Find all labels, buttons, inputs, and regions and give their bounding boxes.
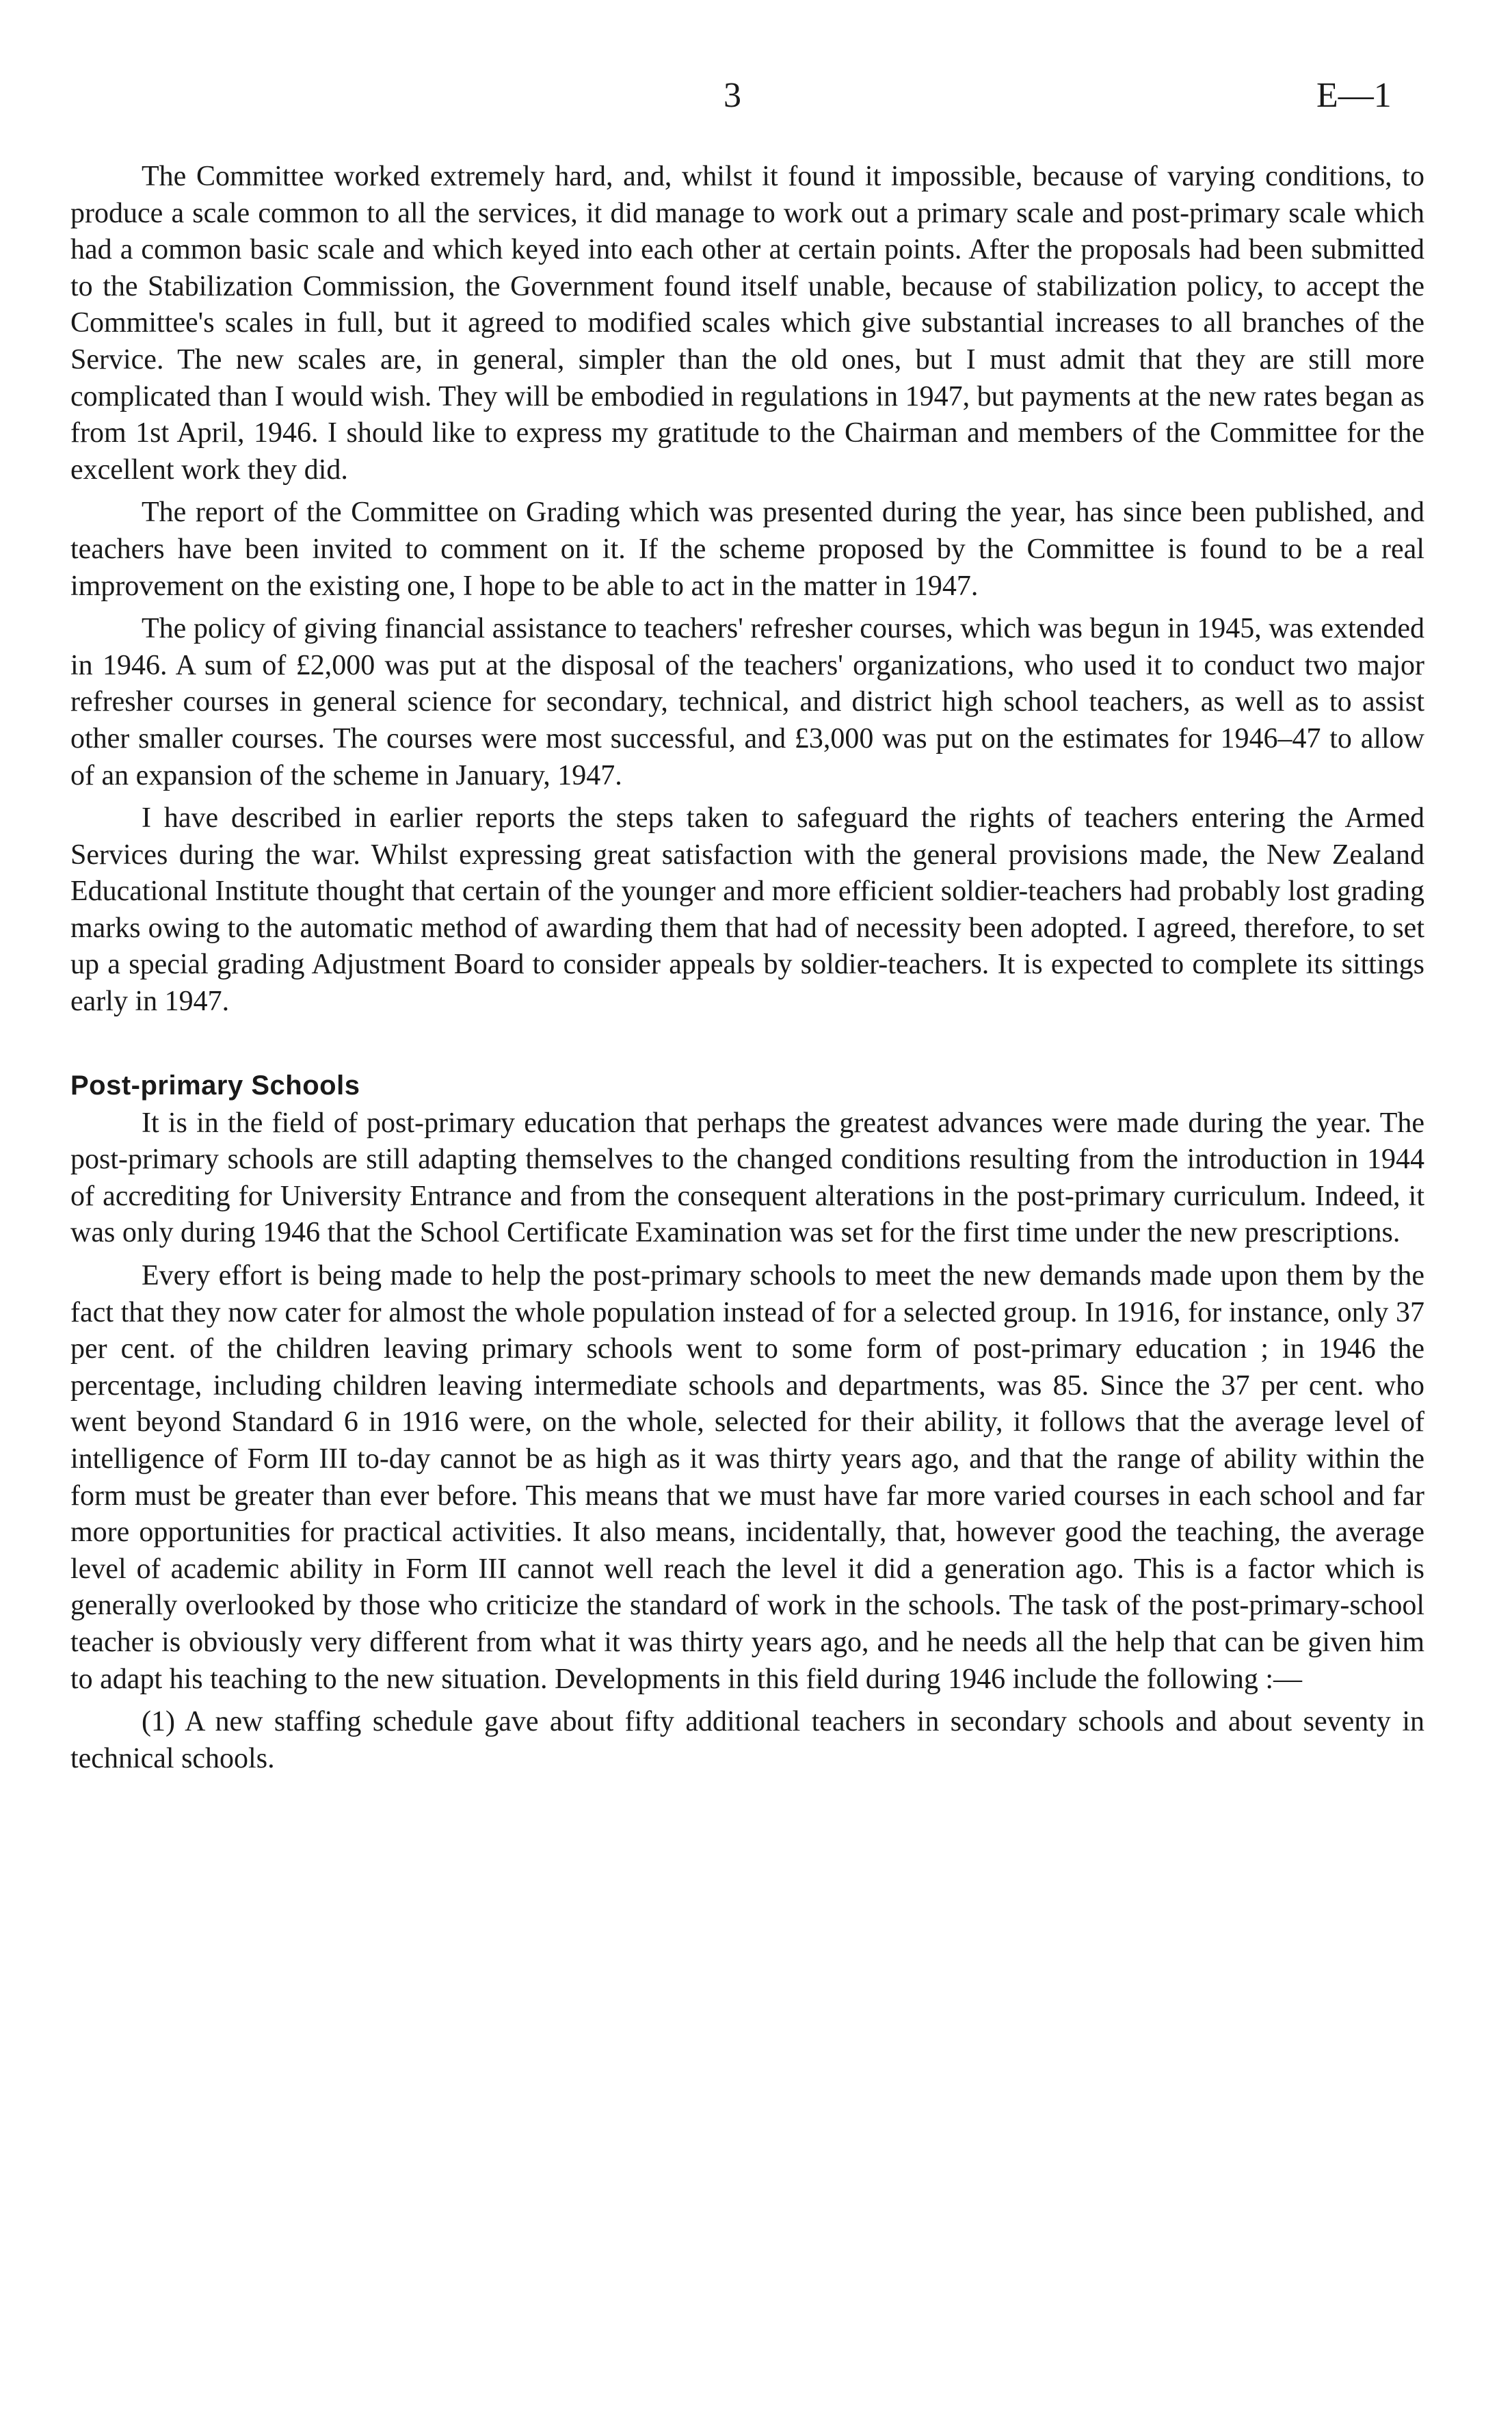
- paragraph-soldier-teachers: I have described in earlier reports the steps taken to safeguard the rights of teachers entering the Armed Services during the war. Whilst expressing great satisfaction with the general provisions made, the New Zealand Educational Institute thought that certain of the younger and more efficient soldier-teachers had probably lost grading marks owing to the automatic method of awarding them that had of necessity been adopted. I agreed, therefore, to set up a special grading Adjustment Board to consider appeals by soldier-teachers. It is expected to complete its sittings early in 1947.: [70, 802, 1424, 1018]
- page-header: [0, 75, 1512, 130]
- paragraph-grading-report: The report of the Committee on Grading which was presented during the year, has since been published, and teachers have been invited to comment on it. If the scheme proposed by the Committee is found to be a real improvement on the existing one, I hope to be able to act in the matter in 1947.: [70, 497, 1424, 602]
- paragraph-salary-scales: The Committee worked extremely hard, and, whilst it found it impossible, because of varying conditions, to produce a scale common to all the services, it did manage to work out a primary scale and post-primary scale which had a common basic scale and which keyed into each other at certain points. After the proposals had been submitted to the Stabilization Commission, the Government found itself unable, because of stabilization policy, to accept the Committee's scales in full, but it agreed to modified scales which give substantial increases to all branches of the Service. The new scales are, in general, simpler than the old ones, but I must admit that they are still more complicated than I would wish. They will be embodied in regulations in 1947, but payments at the new rates began as from 1st April, 1946. I should like to express my gratitude to the Chairman and members of the Committee for the excellent work they did.: [70, 161, 1424, 486]
- paragraph-staffing-schedule: (1) A new staffing schedule gave about fifty additional teachers in secondary schools and about seventy in technical schools.: [70, 1706, 1424, 1774]
- paragraph-refresher-courses: The policy of giving financial assistance to teachers' refresher courses, which was begun in 1945, was extended in 1946. A sum of £2,000 was put at the disposal of the teachers' organizations, who used it to conduct two major refresher courses in general science for secondary, technical, and district high school teachers, as well as to assist other smaller courses. The courses were most successful, and £3,000 was put on the estimates for 1946–47 to allow of an expansion of the scheme in January, 1947.: [70, 613, 1424, 791]
- body-text: [70, 159, 1424, 1783]
- page-number: 3: [724, 76, 741, 115]
- paragraph-post-primary-advances: It is in the field of post-primary education that perhaps the greatest advances were made during the year. The post-primary schools are still adapting themselves to the changed conditions resulting from the introduction in 1944 of accrediting for University Entrance and from the consequent alterations in the post-primary curriculum. Indeed, it was only during 1946 that the School Certificate Examination was set for the first time under the new prescriptions.: [70, 1107, 1424, 1249]
- section-heading: Post-primary Schools: [70, 1070, 360, 1101]
- document-reference: E—1: [1316, 76, 1392, 115]
- paragraph-post-primary-demands: Every effort is being made to help the post-primary schools to meet the new demands made upon them by the fact that they now cater for almost the whole population instead of for a selected group. In 1916, for instance, only 37 per cent. of the children leaving primary schools went to some form of post-primary education ; in 1946 the percentage, including children leaving intermediate schools and departments, was 85. Since the 37 per cent. who went beyond Standard 6 in 1916 were, on the whole, selected for their ability, it follows that the average level of intelligence of Form III to-day cannot be as high as it was thirty years ago, and that the range of ability within the form must be greater than ever before. This means that we must have far more varied courses in each school and far more opportunities for practical activities. It also means, incidentally, that, however good the teaching, the average level of academic ability in Form III cannot well reach the level it did a generation ago. This is a factor which is generally overlooked by those who criticize the standard of work in the schools. The task of the post-primary-school teacher is obviously very different from what it was thirty years ago, and he needs all the help that can be given him to adapt his teaching to the new situation. Developments in this field during 1946 include the following :—: [70, 1260, 1424, 1695]
